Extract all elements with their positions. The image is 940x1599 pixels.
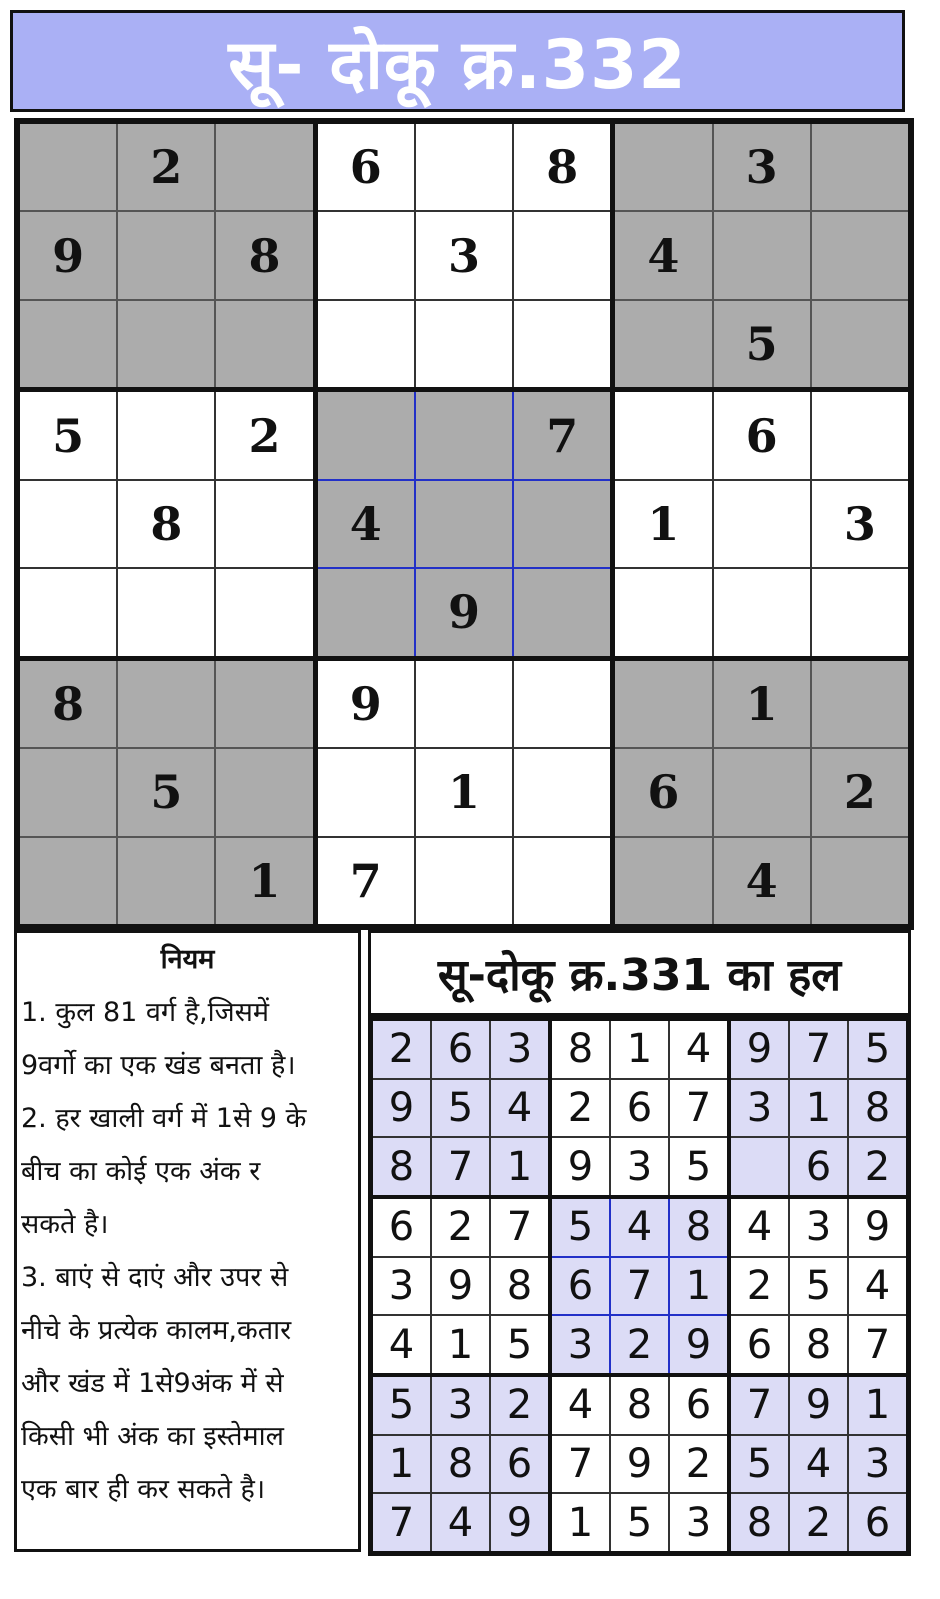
puzzle-cell[interactable] — [20, 569, 116, 655]
solution-cell: 4 — [611, 1199, 668, 1256]
solution-cell: 2 — [373, 1021, 430, 1078]
solution-box — [731, 1021, 906, 1195]
solution-title: सू-दोकू क्र.331 का हल — [437, 950, 842, 1001]
puzzle-cell[interactable] — [118, 661, 214, 747]
solution-cell: 5 — [491, 1316, 548, 1373]
puzzle-cell[interactable]: 5 — [118, 749, 214, 835]
puzzle-box — [615, 124, 908, 387]
puzzle-cell[interactable] — [20, 838, 116, 924]
puzzle-cell[interactable]: 6 — [714, 392, 810, 478]
puzzle-cell[interactable]: 4 — [615, 212, 711, 298]
solution-cell: 6 — [432, 1021, 489, 1078]
rule-line: 9वर्गो का एक खंड बनता है। — [21, 1050, 296, 1081]
puzzle-cell[interactable]: 2 — [812, 749, 908, 835]
sudoku-puzzle-grid — [14, 118, 914, 930]
rule-line: बीच का कोई एक अंक र — [21, 1156, 261, 1187]
solution-cell: 7 — [373, 1494, 430, 1551]
solution-cell: 3 — [670, 1494, 727, 1551]
puzzle-cell[interactable]: 3 — [714, 124, 810, 210]
puzzle-box — [20, 124, 313, 387]
solution-cell: 4 — [731, 1199, 788, 1256]
rules-title: नियम — [160, 944, 215, 975]
puzzle-cell[interactable] — [615, 124, 711, 210]
solution-cell: 2 — [432, 1199, 489, 1256]
solution-cell: 6 — [731, 1316, 788, 1373]
puzzle-cell[interactable] — [20, 124, 116, 210]
puzzle-cell[interactable] — [118, 569, 214, 655]
solution-cell: 1 — [611, 1021, 668, 1078]
puzzle-cell[interactable]: 8 — [118, 481, 214, 567]
puzzle-cell[interactable] — [812, 838, 908, 924]
puzzle-cell[interactable]: 1 — [416, 749, 512, 835]
solution-cell: 9 — [552, 1138, 609, 1195]
solution-cell: 1 — [670, 1258, 727, 1315]
puzzle-cell[interactable] — [216, 481, 312, 567]
puzzle-cell[interactable] — [118, 301, 214, 387]
rule-line: और खंड में 1से9अंक में से — [21, 1368, 284, 1399]
puzzle-cell[interactable] — [216, 661, 312, 747]
puzzle-box — [318, 661, 611, 924]
puzzle-cell[interactable] — [118, 392, 214, 478]
solution-cell: 7 — [849, 1316, 906, 1373]
solution-cell: 1 — [373, 1436, 430, 1493]
solution-cell: 4 — [432, 1494, 489, 1551]
solution-cell: 8 — [790, 1316, 847, 1373]
solution-cell: 2 — [849, 1138, 906, 1195]
solution-cell: 5 — [552, 1199, 609, 1256]
puzzle-cell[interactable] — [514, 749, 610, 835]
solution-cell: 9 — [670, 1316, 727, 1373]
solution-box — [731, 1199, 906, 1373]
solution-cell: 3 — [849, 1436, 906, 1493]
puzzle-cell[interactable] — [416, 661, 512, 747]
solution-cell: 1 — [491, 1138, 548, 1195]
solution-cell: 7 — [731, 1377, 788, 1434]
sudoku-solution-grid — [368, 1016, 911, 1556]
puzzle-box — [20, 392, 313, 655]
rule-line: किसी भी अंक का इस्तेमाल — [21, 1421, 284, 1452]
solution-cell: 6 — [790, 1138, 847, 1195]
puzzle-box — [20, 661, 313, 924]
puzzle-cell[interactable]: 9 — [416, 569, 512, 655]
solution-box — [731, 1377, 906, 1551]
puzzle-box — [615, 392, 908, 655]
puzzle-cell[interactable]: 8 — [216, 212, 312, 298]
solution-cell: 9 — [491, 1494, 548, 1551]
puzzle-cell[interactable] — [812, 569, 908, 655]
puzzle-cell[interactable] — [20, 749, 116, 835]
rule-line: 1. कुल 81 वर्ग है,जिसमें — [21, 997, 270, 1028]
solution-cell: 9 — [849, 1199, 906, 1256]
solution-cell: 2 — [611, 1316, 668, 1373]
solution-cell: 2 — [491, 1377, 548, 1434]
rule-line: 3. बाएं से दाएं और उपर से — [21, 1262, 289, 1293]
solution-cell: 9 — [611, 1436, 668, 1493]
puzzle-cell[interactable]: 7 — [318, 838, 414, 924]
solution-cell — [731, 1138, 788, 1195]
puzzle-cell[interactable]: 9 — [20, 212, 116, 298]
puzzle-cell[interactable]: 1 — [216, 838, 312, 924]
puzzle-cell[interactable] — [118, 838, 214, 924]
rule-line: 2. हर खाली वर्ग में 1से 9 के — [21, 1103, 307, 1134]
rule-line: नीचे के प्रत्येक कालम,कतार — [21, 1315, 292, 1346]
puzzle-cell[interactable] — [514, 212, 610, 298]
solution-cell: 5 — [731, 1436, 788, 1493]
puzzle-cell[interactable] — [514, 481, 610, 567]
rule-line: सकते है। — [21, 1209, 109, 1240]
puzzle-cell[interactable] — [216, 301, 312, 387]
puzzle-cell[interactable]: 1 — [714, 661, 810, 747]
solution-cell: 3 — [491, 1021, 548, 1078]
puzzle-cell[interactable]: 7 — [514, 392, 610, 478]
solution-cell: 6 — [552, 1258, 609, 1315]
solution-cell: 6 — [611, 1080, 668, 1137]
solution-cell: 5 — [611, 1494, 668, 1551]
rule-line: एक बार ही कर सकते है। — [21, 1474, 266, 1505]
puzzle-cell[interactable] — [714, 569, 810, 655]
puzzle-cell[interactable] — [416, 838, 512, 924]
puzzle-cell[interactable] — [514, 838, 610, 924]
puzzle-cell[interactable] — [318, 212, 414, 298]
solution-header — [368, 930, 911, 1016]
puzzle-cell[interactable] — [20, 481, 116, 567]
solution-cell: 4 — [491, 1080, 548, 1137]
puzzle-box — [318, 124, 611, 387]
puzzle-cell[interactable]: 5 — [714, 301, 810, 387]
puzzle-cell[interactable]: 3 — [416, 212, 512, 298]
solution-cell: 8 — [849, 1080, 906, 1137]
solution-cell: 3 — [611, 1138, 668, 1195]
solution-cell: 4 — [670, 1021, 727, 1078]
solution-cell: 5 — [670, 1138, 727, 1195]
solution-cell: 3 — [552, 1316, 609, 1373]
solution-cell: 7 — [611, 1258, 668, 1315]
solution-box — [552, 1377, 727, 1551]
puzzle-cell[interactable] — [216, 124, 312, 210]
puzzle-cell[interactable] — [714, 749, 810, 835]
puzzle-cell[interactable]: 2 — [118, 124, 214, 210]
solution-cell: 3 — [373, 1258, 430, 1315]
puzzle-cell[interactable]: 6 — [318, 124, 414, 210]
solution-cell: 7 — [790, 1021, 847, 1078]
solution-cell: 8 — [670, 1199, 727, 1256]
puzzle-cell[interactable] — [615, 661, 711, 747]
solution-cell: 4 — [552, 1377, 609, 1434]
puzzle-cell[interactable]: 5 — [20, 392, 116, 478]
puzzle-cell[interactable]: 1 — [615, 481, 711, 567]
solution-cell: 6 — [373, 1199, 430, 1256]
puzzle-cell[interactable]: 6 — [615, 749, 711, 835]
solution-cell: 2 — [670, 1436, 727, 1493]
solution-box — [373, 1199, 548, 1373]
solution-cell: 9 — [432, 1258, 489, 1315]
solution-cell: 2 — [552, 1080, 609, 1137]
puzzle-cell[interactable]: 4 — [318, 481, 414, 567]
solution-cell: 5 — [849, 1021, 906, 1078]
solution-cell: 1 — [552, 1494, 609, 1551]
puzzle-cell[interactable] — [714, 212, 810, 298]
solution-cell: 7 — [432, 1138, 489, 1195]
puzzle-cell[interactable] — [20, 301, 116, 387]
puzzle-cell[interactable] — [416, 481, 512, 567]
solution-cell: 5 — [790, 1258, 847, 1315]
solution-cell: 6 — [670, 1377, 727, 1434]
puzzle-cell[interactable] — [416, 124, 512, 210]
solution-cell: 8 — [731, 1494, 788, 1551]
solution-box — [552, 1021, 727, 1195]
solution-cell: 1 — [432, 1316, 489, 1373]
solution-cell: 3 — [790, 1199, 847, 1256]
puzzle-cell[interactable] — [216, 569, 312, 655]
solution-box — [552, 1199, 727, 1373]
puzzle-cell[interactable] — [318, 392, 414, 478]
solution-cell: 2 — [731, 1258, 788, 1315]
puzzle-cell[interactable] — [514, 301, 610, 387]
puzzle-cell[interactable] — [812, 124, 908, 210]
puzzle-cell[interactable] — [318, 749, 414, 835]
solution-cell: 1 — [790, 1080, 847, 1137]
solution-cell: 9 — [731, 1021, 788, 1078]
solution-cell: 7 — [552, 1436, 609, 1493]
solution-cell: 6 — [849, 1494, 906, 1551]
rules-panel — [14, 930, 361, 1552]
solution-cell: 8 — [373, 1138, 430, 1195]
solution-cell: 7 — [670, 1080, 727, 1137]
solution-cell: 9 — [790, 1377, 847, 1434]
solution-cell: 6 — [491, 1436, 548, 1493]
title-banner — [10, 10, 905, 112]
puzzle-cell[interactable] — [812, 392, 908, 478]
puzzle-box — [318, 392, 611, 655]
solution-cell: 8 — [611, 1377, 668, 1434]
solution-cell: 3 — [731, 1080, 788, 1137]
solution-cell: 5 — [432, 1080, 489, 1137]
solution-cell: 3 — [432, 1377, 489, 1434]
puzzle-box — [615, 661, 908, 924]
solution-cell: 4 — [849, 1258, 906, 1315]
solution-cell: 5 — [373, 1377, 430, 1434]
puzzle-cell[interactable] — [714, 481, 810, 567]
solution-box — [373, 1021, 548, 1195]
puzzle-cell[interactable] — [615, 838, 711, 924]
puzzle-cell[interactable] — [318, 569, 414, 655]
puzzle-cell[interactable]: 2 — [216, 392, 312, 478]
puzzle-cell[interactable] — [318, 301, 414, 387]
puzzle-cell[interactable] — [812, 212, 908, 298]
puzzle-title: सू- दोकू क्र.332 — [228, 25, 687, 105]
puzzle-cell[interactable] — [615, 569, 711, 655]
puzzle-cell[interactable]: 8 — [514, 124, 610, 210]
puzzle-cell[interactable] — [416, 392, 512, 478]
solution-cell: 8 — [432, 1436, 489, 1493]
puzzle-cell[interactable] — [416, 301, 512, 387]
puzzle-cell[interactable] — [615, 392, 711, 478]
solution-cell: 4 — [373, 1316, 430, 1373]
solution-cell: 2 — [790, 1494, 847, 1551]
puzzle-cell[interactable]: 3 — [812, 481, 908, 567]
solution-cell: 4 — [790, 1436, 847, 1493]
puzzle-cell[interactable] — [216, 749, 312, 835]
puzzle-cell[interactable] — [514, 569, 610, 655]
puzzle-cell[interactable]: 4 — [714, 838, 810, 924]
solution-cell: 8 — [552, 1021, 609, 1078]
puzzle-cell[interactable]: 8 — [20, 661, 116, 747]
puzzle-cell[interactable] — [812, 661, 908, 747]
puzzle-cell[interactable] — [118, 212, 214, 298]
puzzle-cell[interactable] — [514, 661, 610, 747]
solution-box — [373, 1377, 548, 1551]
puzzle-cell[interactable] — [812, 301, 908, 387]
solution-cell: 7 — [491, 1199, 548, 1256]
solution-cell: 9 — [373, 1080, 430, 1137]
solution-cell: 1 — [849, 1377, 906, 1434]
solution-cell: 8 — [491, 1258, 548, 1315]
puzzle-cell[interactable]: 9 — [318, 661, 414, 747]
puzzle-cell[interactable] — [615, 301, 711, 387]
